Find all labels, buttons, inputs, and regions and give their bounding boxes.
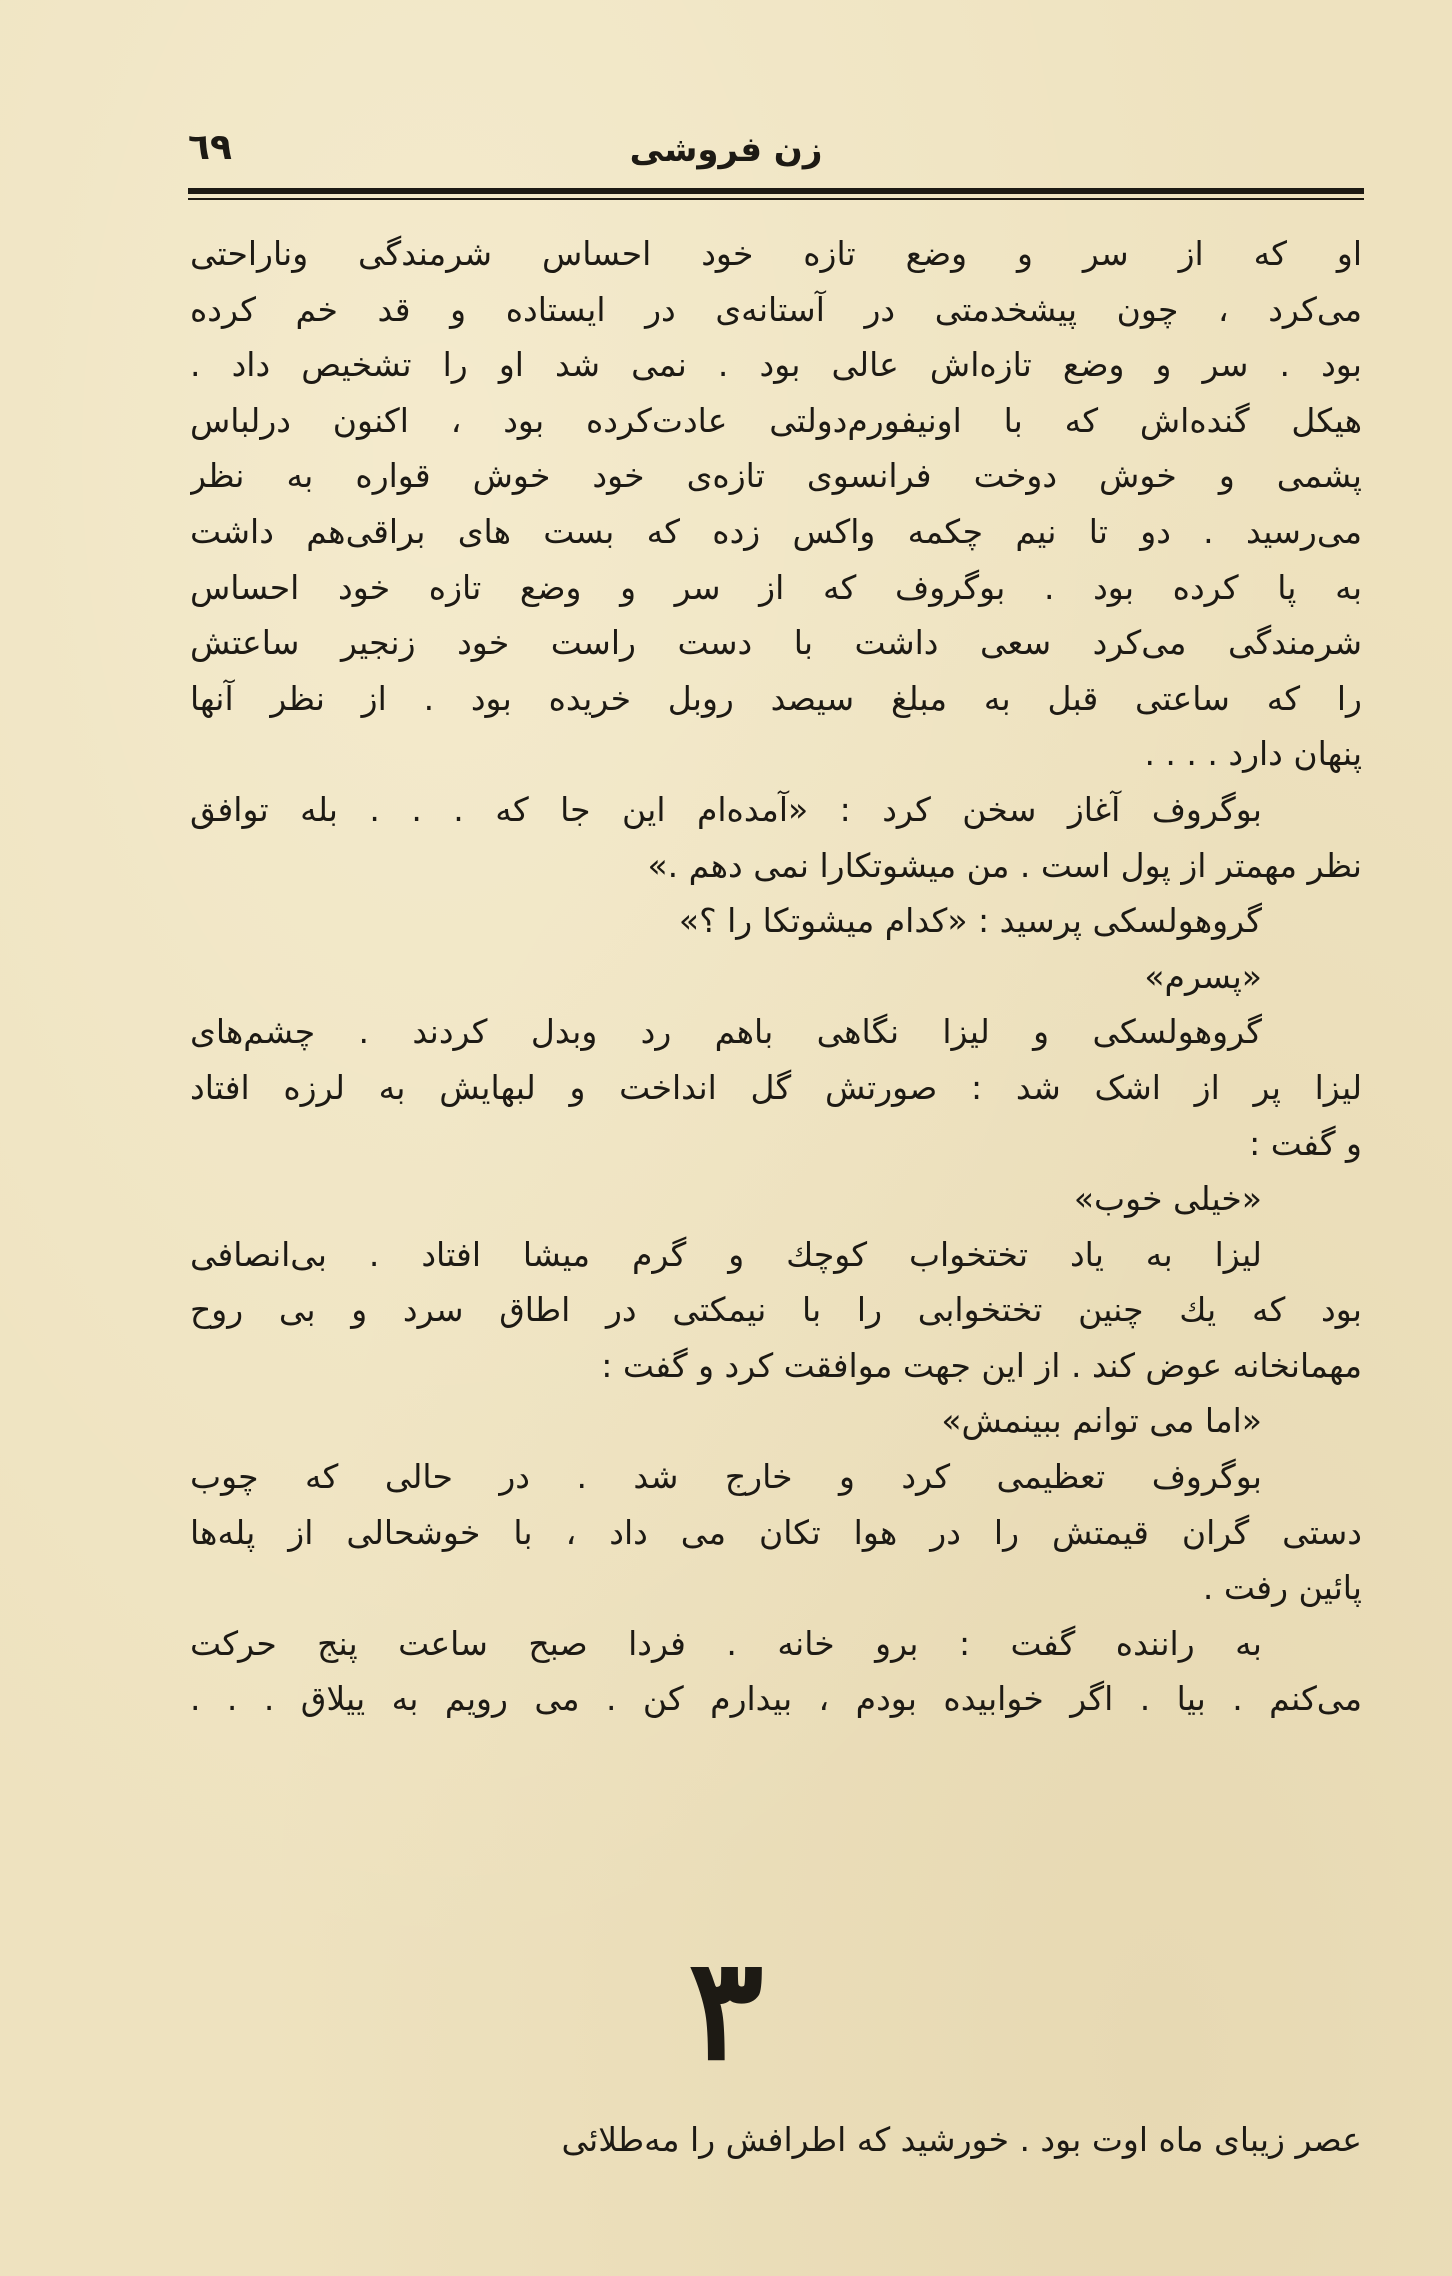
header-rule-thin: [188, 198, 1364, 200]
text-line: به راننده گفت : برو خانه . فردا صبح ساعت پنج حرکت: [190, 1623, 1262, 1663]
text-line: مهمانخانه عوض کند . از این جهت موافقت کرد و گفت :: [601, 1345, 1362, 1385]
text-line: او که از سر و وضع تازه خود احساس شرمندگی وناراحتی: [190, 234, 1362, 273]
text-line: می‌کنم . بیا . اگر خوابیده بودم ، بیدارم کن . می رویم به ییلاق . . .: [190, 1679, 1362, 1719]
text-line: می‌کرد ، چون پیشخدمتی در آستانه‌ی در ایستاده و قد خم کرده: [190, 289, 1362, 329]
header-rule-thick: [188, 188, 1364, 194]
text-line: «پسرم»: [1144, 956, 1262, 996]
text-line: نظر مهمتر از پول است . من میشوتکارا نمی دهم .»: [647, 845, 1362, 885]
text-line: پنهان دارد . . . .: [1144, 734, 1362, 774]
text-line: بود . سر و وضع تازه‌اش عالی بود . نمی شد او را تشخیص داد .: [190, 345, 1362, 385]
running-title: زن فروشی: [629, 130, 823, 170]
text-line: دستی گران قیمتش را در هوا تکان می داد ، با خوشحالی از پله‌ها: [190, 1512, 1362, 1552]
text-line: را که ساعتی قبل به مبلغ سیصد روبل خریده بود . از نظر آنها: [190, 678, 1362, 718]
text-line: شرمندگی می‌کرد سعی داشت با دست راست خود زنجیر ساعتش: [190, 623, 1362, 663]
text-line: و گفت :: [1249, 1123, 1362, 1163]
text-line: لیزا پر از اشک شد : صورتش گل انداخت و لبهایش به لرزه افتاد: [190, 1067, 1362, 1107]
text-line: می‌رسید . دو تا نیم چکمه واکس زده که بست های براقی‌هم داشت: [190, 511, 1362, 551]
page-number: ٦٩: [188, 127, 232, 168]
chapter-first-line: عصر زیبای ماه اوت بود . خورشید که اطرافش را مه‌طلائی: [561, 2120, 1362, 2159]
text-line: پشمی و خوش دوخت فرانسوی تازه‌ی خود خوش قواره به نظر: [190, 456, 1362, 496]
text-line: گروهولسکی پرسید : «کدام میشوتکا را ؟»: [678, 901, 1262, 941]
text-line: لیزا به یاد تختخواب کوچك و گرم میشا افتاد . بی‌انصافی: [190, 1234, 1262, 1274]
text-line: «اما می توانم ببینمش»: [941, 1401, 1262, 1441]
text-line: «خیلی خوب»: [1073, 1179, 1262, 1219]
text-line: بوگروف آغاز سخن کرد : «آمده‌ام این جا که . . . بله توافق: [190, 789, 1262, 829]
text-line: گروهولسکی و لیزا نگاهی باهم رد وبدل کردند . چشم‌های: [190, 1012, 1262, 1052]
text-line: بوگروف تعظیمی کرد و خارج شد . در حالی که چوب: [190, 1457, 1262, 1497]
chapter-number: ٣: [688, 1928, 764, 2092]
text-line: پائین رفت .: [1202, 1568, 1362, 1608]
text-line: به پا کرده بود . بوگروف که از سر و وضع تازه خود احساس: [190, 567, 1362, 607]
text-line: بود که یك چنین تختخوابی را با نیمکتی در اطاق سرد و بی روح: [190, 1290, 1362, 1330]
text-line: هیکل گنده‌اش که با اونیفورم‌دولتی عادت‌کرده بود ، اکنون درلباس: [190, 400, 1362, 440]
body-text: [190, 226, 1362, 1727]
